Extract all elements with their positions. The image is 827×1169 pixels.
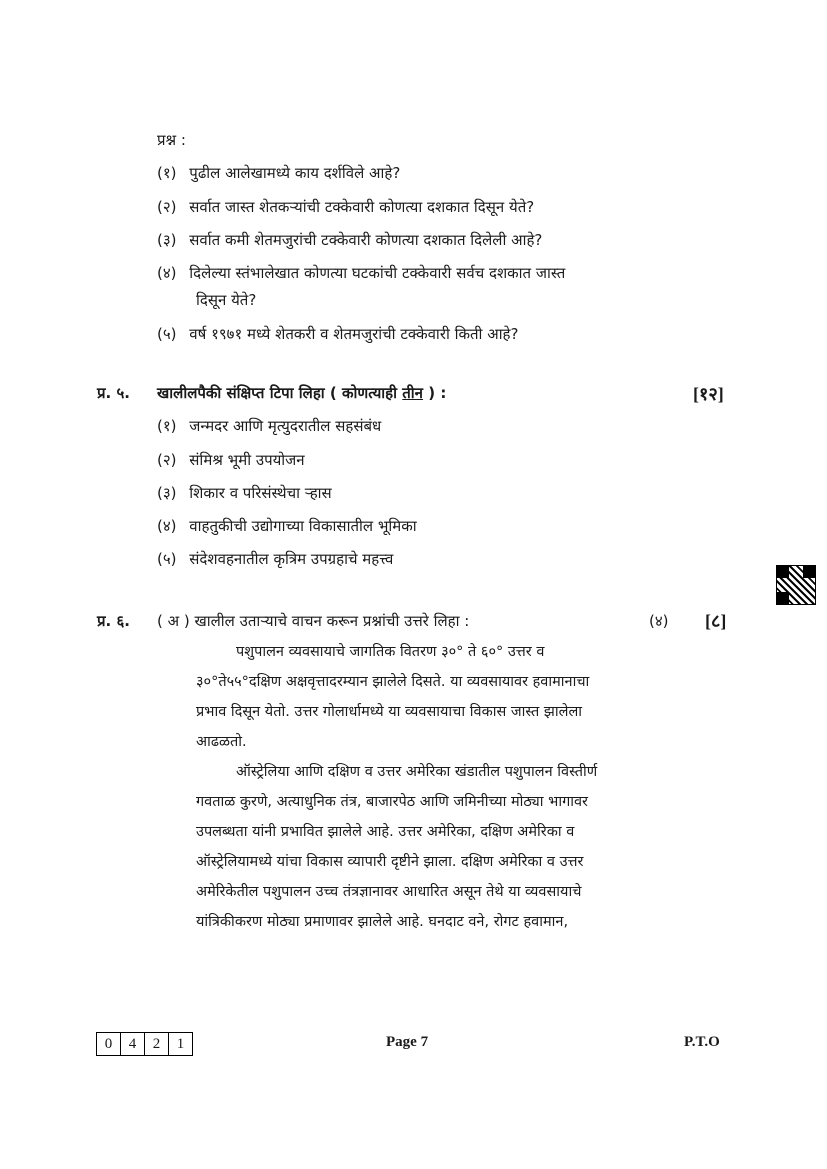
passage-line: यांत्रिकीकरण मोठ्या प्रमाणावर झालेले आहे. घनदाट वने, रोगट हवामान, xyxy=(196,914,569,930)
passage-line: ऑस्ट्रेलिया आणि दक्षिण व उत्तर अमेरिका खंडातील पशुपालन विस्तीर्ण xyxy=(236,764,598,780)
paper-code xyxy=(97,1032,193,1056)
item-text: संदेशवहनातील कृत्रिम उपग्रहाचे महत्त्व xyxy=(189,550,394,568)
item-number: (१) xyxy=(157,164,177,182)
passage-line: अमेरिकेतील पशुपालन उच्च तंत्रज्ञानावर आधारित असून तेथे या व्यवसायाचे xyxy=(196,884,582,900)
passage-line: ३०°ते५५°दक्षिण अक्षवृत्तादरम्यान झालेले दिसते. या व्यवसायावर हवामानाचा xyxy=(196,674,590,690)
list-item xyxy=(157,263,565,283)
item-text: सर्वात कमी शेतमजुरांची टक्केवारी कोणत्या दशकात दिलेली आहे? xyxy=(189,231,543,249)
item-number: (५) xyxy=(157,325,177,343)
passage-paragraph-1 xyxy=(196,637,630,757)
marks-label: [१२] xyxy=(693,384,724,404)
item-number: (३) xyxy=(157,484,177,502)
passage-line: पशुपालन व्यवसायाचे जागतिक वितरण ३०° ते ६०° उत्तर व xyxy=(236,644,545,660)
item-number: (२) xyxy=(157,451,177,469)
title-emphasis: तीन xyxy=(402,384,424,402)
qr-code xyxy=(776,565,816,605)
list-item xyxy=(157,230,542,250)
list-item xyxy=(157,163,400,183)
code-digit: 4 xyxy=(120,1032,145,1056)
item-text: दिलेल्या स्तंभालेखात कोणत्या घटकांची टक्केवारी सर्वच दशकात जास्त xyxy=(189,264,566,282)
code-digit: 2 xyxy=(144,1032,169,1056)
item-text: पुढील आलेखामध्ये काय दर्शविले आहे? xyxy=(189,164,401,182)
passage-line: ऑस्ट्रेलियामध्ये यांचा विकास व्यापारी दृष्टीने झाला. दक्षिण अमेरिका व उत्तर xyxy=(196,854,584,870)
item-text: वाहतुकीची उद्योगाच्या विकासातील भूमिका xyxy=(189,517,417,535)
passage-line: प्रभाव दिसून येतो. उत्तर गोलार्धामध्ये या व्यवसायाचा विकास जास्त झालेला xyxy=(196,704,583,720)
item-text: वर्ष १९७१ मध्ये शेतकरी व शेतमजुरांची टक्केवारी किती आहे? xyxy=(189,325,519,343)
code-digit: 0 xyxy=(96,1032,121,1056)
item-text: सर्वात जास्त शेतकऱ्यांची टक्केवारी कोणत्या दशकात दिसून येते? xyxy=(189,198,535,216)
passage-line: उपलब्धता यांनी प्रभावित झालेले आहे. उत्तर अमेरिका, दक्षिण अमेरिका व xyxy=(196,824,575,840)
pto-label: P.T.O xyxy=(684,1034,720,1050)
item-text: संमिश्र भूमी उपयोजन xyxy=(189,451,305,469)
list-item xyxy=(157,197,534,217)
item-number: (४) xyxy=(157,264,177,282)
list-item xyxy=(157,483,332,503)
passage-line: आढळतो. xyxy=(196,734,247,750)
item-number: (३) xyxy=(157,231,177,249)
question-number: प्र. ६. xyxy=(97,612,130,630)
passage-paragraph-2 xyxy=(196,757,630,937)
questions-heading: प्रश्न : xyxy=(157,131,186,149)
code-digit: 1 xyxy=(168,1032,193,1056)
item-text: जन्मदर आणि मृत्युदरातील सहसंबंध xyxy=(189,417,382,435)
page-number: Page 7 xyxy=(386,1034,429,1050)
item-number: (२) xyxy=(157,198,177,216)
item-text-continued: दिसून येते? xyxy=(196,291,257,309)
question-title xyxy=(157,383,446,403)
title-text: खालीलपैकी संक्षिप्त टिपा लिहा ( कोणत्याही xyxy=(157,384,403,402)
question-title: ( अ ) खालील उताऱ्याचे वाचन करून प्रश्नांची उत्तरे लिहा : xyxy=(157,612,470,630)
list-item xyxy=(157,324,518,344)
marks-label: [८] xyxy=(705,611,727,631)
title-text-end: ) : xyxy=(423,384,447,402)
item-number: (४) xyxy=(157,517,177,535)
item-text: शिकार व परिसंस्थेचा ऱ्हास xyxy=(189,484,332,502)
list-item xyxy=(157,549,393,569)
list-item xyxy=(157,450,305,470)
item-number: (५) xyxy=(157,550,177,568)
passage-line: गवताळ कुरणे, अत्याधुनिक तंत्र, बाजारपेठ आणि जमिनीच्या मोठ्या भागावर xyxy=(196,794,588,810)
list-item xyxy=(157,416,381,436)
question-number: प्र. ५. xyxy=(97,384,130,402)
list-item xyxy=(157,516,417,536)
item-number: (१) xyxy=(157,417,177,435)
sub-marks-label: (४) xyxy=(649,612,669,630)
